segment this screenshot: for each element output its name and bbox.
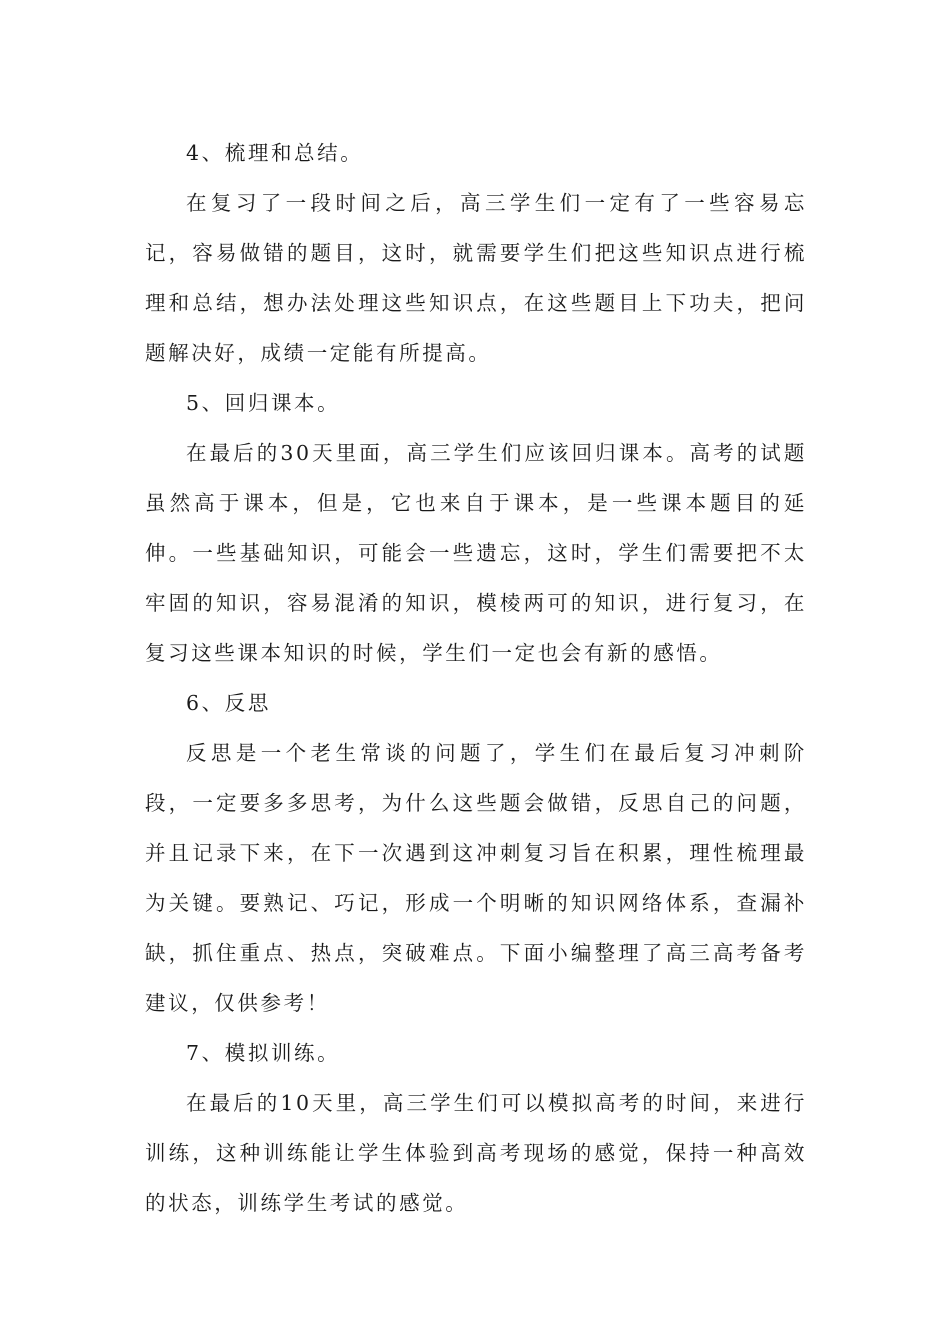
section-4-body: 在复习了一段时间之后，高三学生们一定有了一些容易忘记，容易做错的题目，这时，就需要学生们把这些知识点进行梳理和总结，想办法处理这些知识点，在这些题目上下功夫，把问题解决好，成绩一定能有所提高。 xyxy=(145,191,807,365)
section-6-heading: 6、反思 xyxy=(186,691,271,715)
section-5-heading: 5、回归课本。 xyxy=(186,391,341,415)
section-4-heading: 4、梳理和总结。 xyxy=(186,141,364,165)
section-7-body: 在最后的10天里，高三学生们可以模拟高考的时间，来进行训练，这种训练能让学生体验到高考现场的感觉，保持一种高效的状态，训练学生考试的感觉。 xyxy=(145,1091,807,1215)
document-page xyxy=(145,128,807,1228)
section-6-body: 反思是一个老生常谈的问题了，学生们在最后复习冲刺阶段，一定要多多思考，为什么这些题会做错，反思自己的问题，并且记录下来，在下一次遇到这冲刺复习旨在积累，理性梳理最为关键。要熟记、巧记，形成一个明晰的知识网络体系，查漏补缺，抓住重点、热点，突破难点。下面小编整理了高三高考备考建议，仅供参考！ xyxy=(145,741,807,1015)
section-5-body: 在最后的30天里面，高三学生们应该回归课本。高考的试题虽然高于课本，但是，它也来自于课本，是一些课本题目的延伸。一些基础知识，可能会一些遗忘，这时，学生们需要把不太牢固的知识，容易混淆的知识，模棱两可的知识，进行复习，在复习这些课本知识的时候，学生们一定也会有新的感悟。 xyxy=(145,441,807,665)
section-7-heading: 7、模拟训练。 xyxy=(186,1041,341,1065)
